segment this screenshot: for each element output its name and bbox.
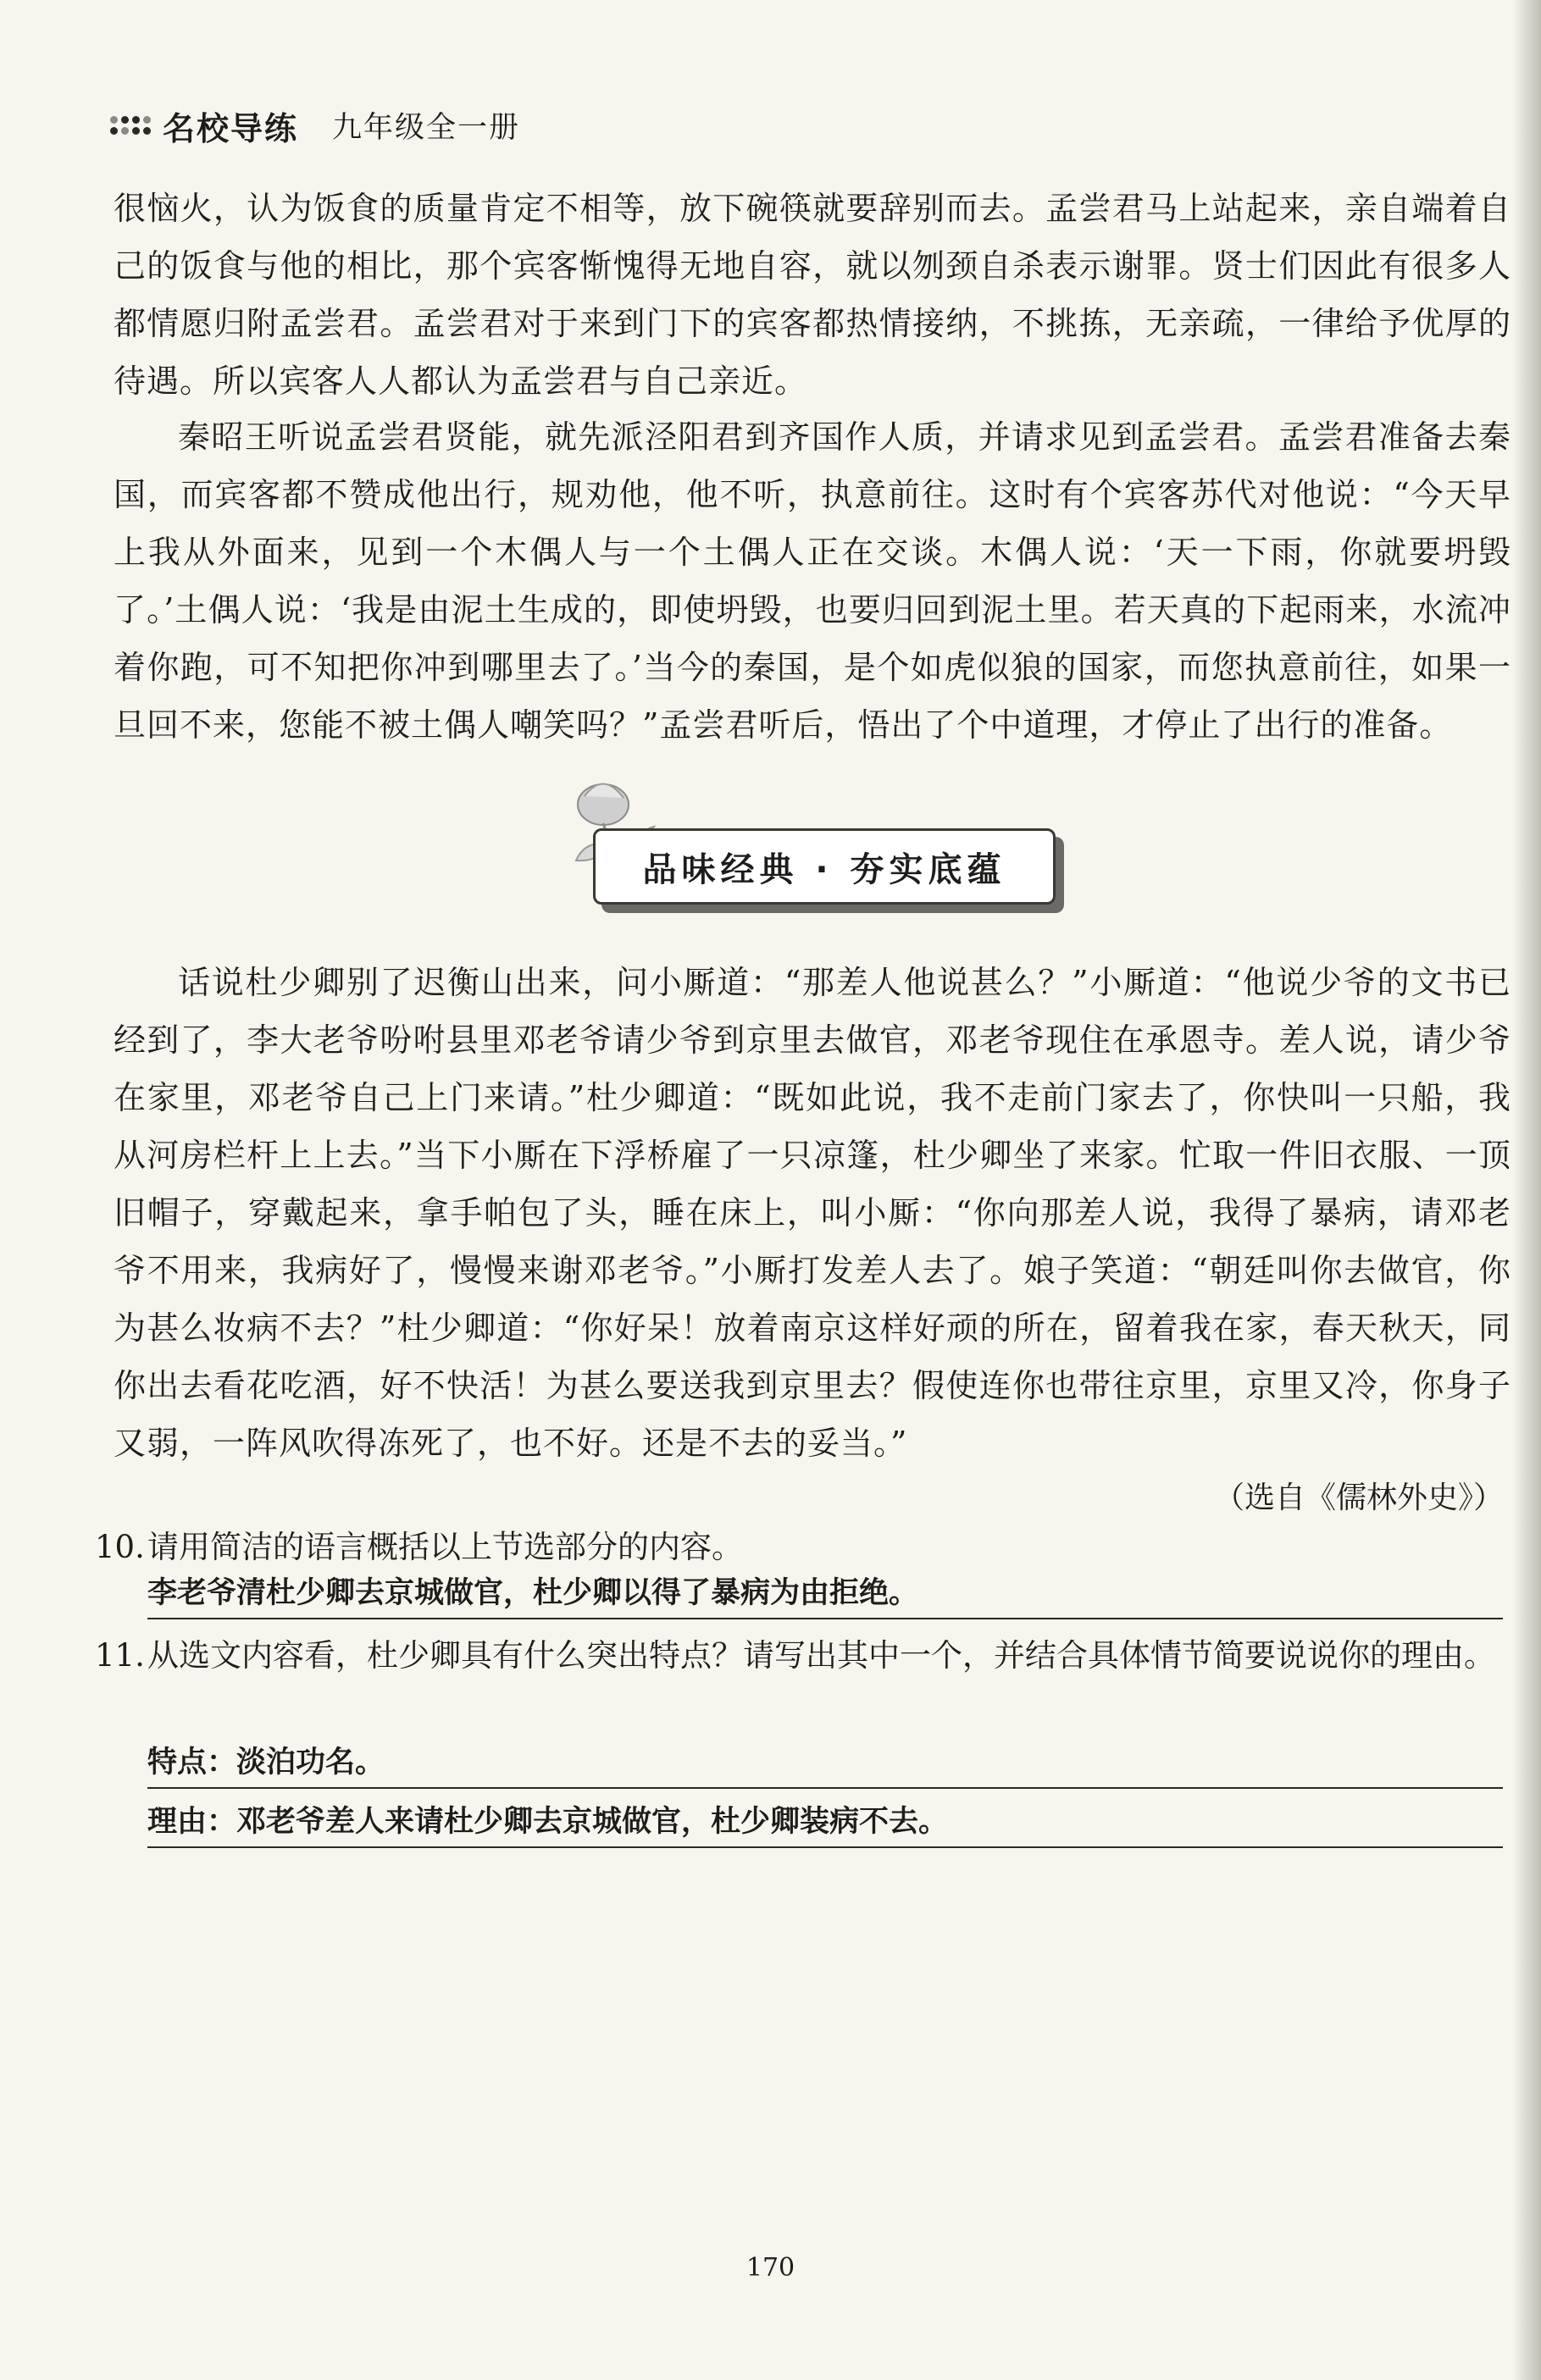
question-11-number: 11. xyxy=(95,1637,145,1674)
question-10-prompt: 请用简洁的语言概括以上节选部分的内容。 xyxy=(147,1529,743,1565)
question-10-number: 10. xyxy=(95,1529,145,1565)
passage2-paragraph xyxy=(114,954,1511,1472)
section-banner xyxy=(551,762,1067,915)
page-number: 170 xyxy=(746,2253,795,2283)
question-11-answer-trait: 特点：淡泊功名。 xyxy=(147,1740,1503,1789)
question-11 xyxy=(95,1630,1518,1682)
passage2-source: （选自《儒林外史》） xyxy=(1213,1481,1504,1515)
section-title: 品味经典 · 夯实底蕴 xyxy=(593,828,1056,905)
question-11-prompt: 从选文内容看，杜少卿具有什么突出特点？请写出其中一个，并结合具体情节简要说说你的理由。 xyxy=(147,1637,1495,1674)
passage2-text: 话说杜少卿别了迟衡山出来，问小厮道：“那差人他说甚么？”小厮道：“他说少爷的文书已经到了，李大老爷吩咐县里邓老爷请少爷到京里去做官，邓老爷现住在承恩寺。差人说，请少爷在家里，邓老爷自己上门来请。”杜少卿道：“既如此说，我不走前门家去了，你快叫一只船，我从河房栏杆上上去。”当下小厮在下浮桥雇了一只凉篷，杜少卿坐了来家。忙取一件旧衣服、一顶旧帽子，穿戴起来，拿手帕包了头，睡在床上，叫小厮：“你向那差人说，我得了暴病，请邓老爷不用来，我病好了，慢慢来谢邓老爷。”小厮打发差人去了。娘子笑道：“朝廷叫你去做官，你为甚么妆病不去？”杜少卿道：“你好呆！放着南京这样好顽的所在，留着我在家，春天秋天，同你出去看花吃酒，好不快活！为甚么要送我到京里去？假使连你也带往京里，京里又冷，你身子又弱，一阵风吹得冻死了，也不好。还是不去的妥当。” xyxy=(114,964,1511,1462)
question-11-answer-reason: 理由：邓老爷差人来请杜少卿去京城做官，杜少卿装病不去。 xyxy=(147,1799,1503,1848)
question-10 xyxy=(95,1521,1518,1574)
brand-title: 名校导练 xyxy=(163,109,299,147)
page-header xyxy=(110,100,520,151)
page-edge-shadow xyxy=(1512,0,1541,2380)
passage1-text-a: 很恼火，认为饭食的质量肯定不相等，放下碗筷就要辞别而去。孟尝君马上站起来，亲自端着自己的饭食与他的相比，那个宾客惭愧得无地自容，就以刎颈自杀表示谢罪。贤士们因此有很多人都情愿归附孟尝君。孟尝君对于来到门下的宾客都热情接纳，不挑拣，无亲疏，一律给予优厚的待遇。所以宾客人人都认为孟尝君与自己亲近。 xyxy=(114,190,1511,400)
grade-label: 九年级全一册 xyxy=(332,111,521,145)
header-dots-icon xyxy=(110,116,151,135)
passage1-text-b: 秦昭王听说孟尝君贤能，就先派泾阳君到齐国作人质，并请求见到孟尝君。孟尝君准备去秦国，而宾客都不赞成他出行，规劝他，他不听，执意前往。这时有个宾客苏代对他说：“今天早上我从外面来，见到一个木偶人与一个土偶人正在交谈。木偶人说：‘天一下雨，你就要坍毁了。’土偶人说：‘我是由泥土生成的，即使坍毁，也要归回到泥土里。若天真的下起雨来，水流冲着你跑，可不知把你冲到哪里去了。’当今的秦国，是个如虎似狼的国家，而您执意前往，如果一旦回不来，您能不被土偶人嘲笑吗？”孟尝君听后，悟出了个中道理，才停止了出行的准备。 xyxy=(114,418,1511,744)
passage1-paragraph-b xyxy=(114,408,1511,754)
question-10-answer-line: 李老爷清杜少卿去京城做官，杜少卿以得了暴病为由拒绝。 xyxy=(147,1570,1503,1619)
passage1-paragraph-a xyxy=(114,180,1511,410)
